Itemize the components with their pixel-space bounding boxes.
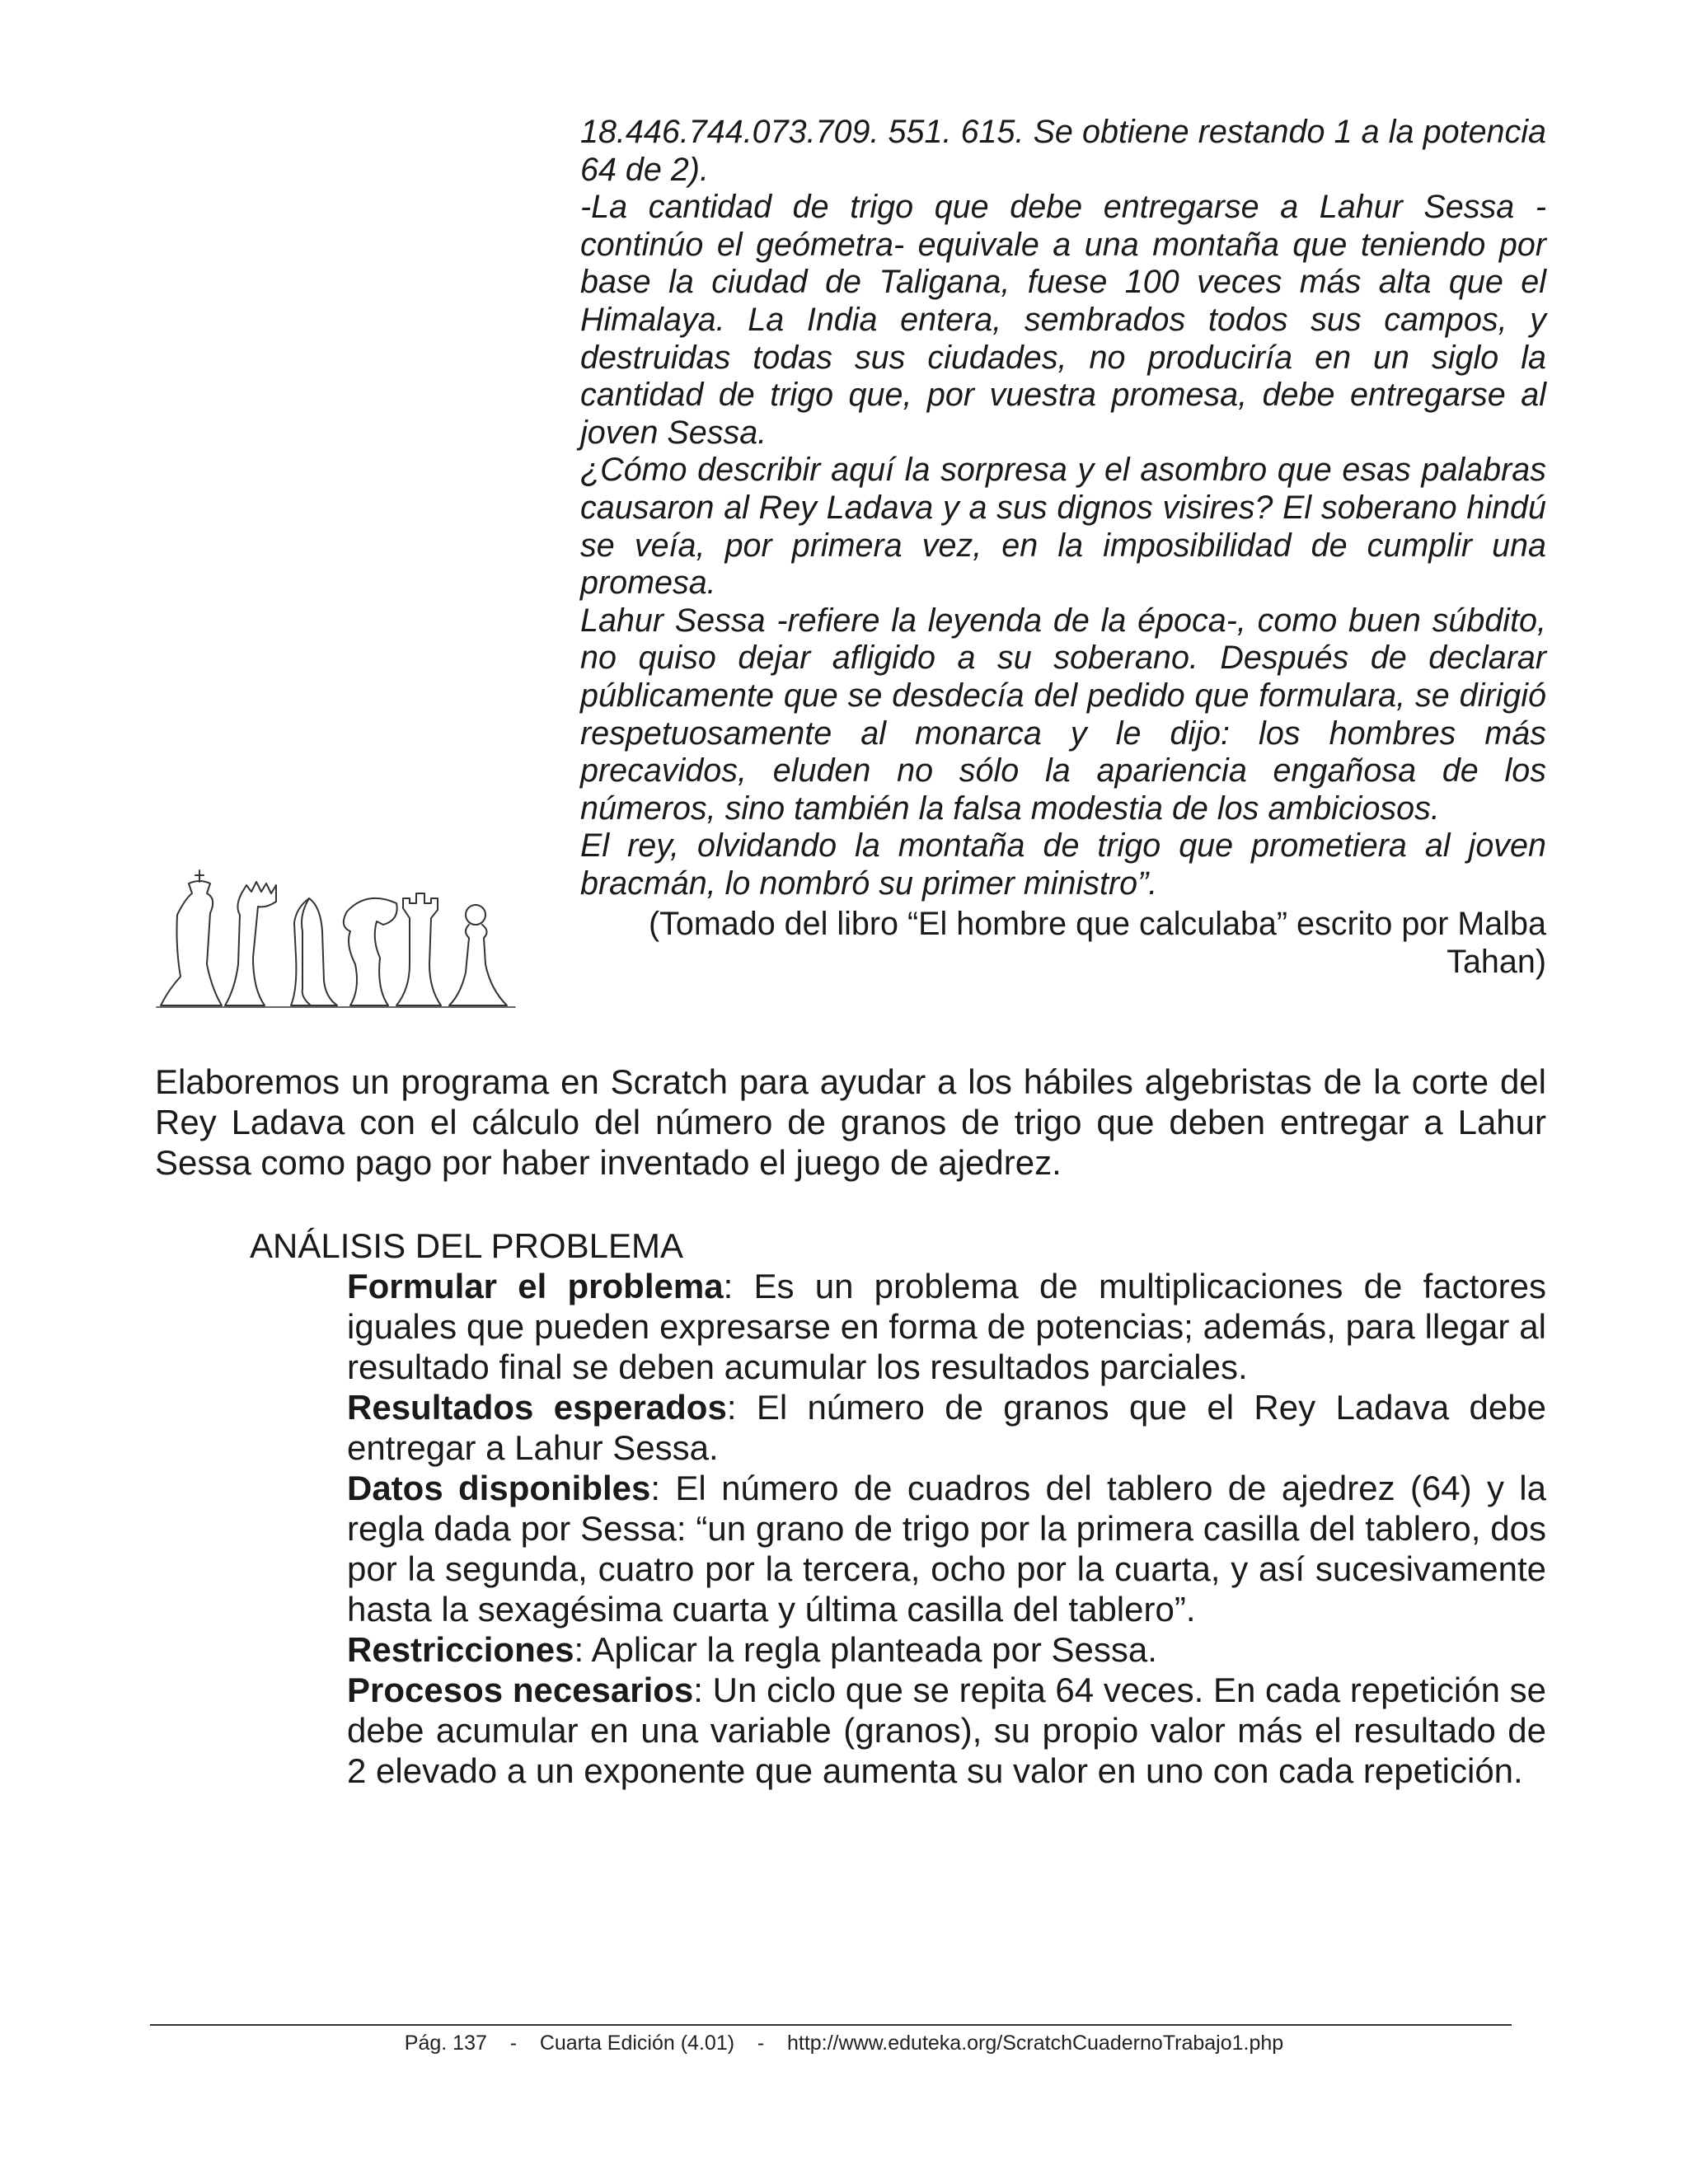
rook-icon <box>396 893 441 1005</box>
queen-icon <box>225 882 276 1005</box>
analysis-item-datos <box>347 1468 1546 1629</box>
analysis-item-formular <box>347 1266 1546 1387</box>
pawn-icon <box>449 905 507 1005</box>
quote-source: (Tomado del libro “El hombre que calculaba” escrito por Malba Tahan) <box>649 906 1546 980</box>
footer-page-number: Pág. 137 <box>404 2032 487 2055</box>
analysis-term: Resultados esperados <box>347 1388 727 1427</box>
analysis-text: : Un ciclo que se repita 64 veces. En cada repetición se debe acumular en una variable (granos), su propio valor más el resultado de 2 elevado a un exponente que aumenta su valor en uno con cada repetición. <box>347 1671 1547 1790</box>
chess-pieces-illustration <box>152 865 523 1014</box>
bishop-icon <box>291 898 337 1005</box>
analysis-item-resultados <box>347 1387 1546 1468</box>
footer-url-link[interactable]: http://www.eduteka.org/ScratchCuadernoTrabajo1.php <box>786 2032 1284 2055</box>
quote-paragraph-5: El rey, olvidando la montaña de trigo que prometiera al joven bracmán, lo nombró su primer ministro”. <box>580 827 1546 902</box>
analysis-text: : Es un problema de multiplicaciones de factores iguales que pueden expresarse en forma de potencias; además, para llegar al resultado final se deben acumular los resultados parciales. <box>347 1267 1546 1386</box>
analysis-term: Restricciones <box>347 1630 574 1669</box>
analysis-item-restricciones <box>347 1629 1546 1670</box>
knight-icon <box>344 898 397 1005</box>
footer-separator: - <box>509 2032 518 2055</box>
story-quote <box>580 114 1546 902</box>
quote-paragraph-1: 18.446.744.073.709. 551. 615. Se obtiene restando 1 a la potencia 64 de 2). <box>580 114 1546 188</box>
footer-separator: - <box>757 2032 765 2055</box>
footer-divider <box>150 2024 1512 2026</box>
analysis-term: Procesos necesarios <box>347 1671 694 1709</box>
analysis-text: : El número de granos que el Rey Ladava debe entregar a Lahur Sessa. <box>347 1388 1546 1467</box>
analysis-text: : El número de cuadros del tablero de ajedrez (64) y la regla dada por Sessa: “un grano de trigo por la primera casilla del tablero, dos por la segunda, cuatro por la tercera, ocho por la cuarta, y así sucesivamente hasta la sexagésima cuarta y última casilla del tablero”. <box>347 1469 1546 1629</box>
king-icon <box>161 870 222 1005</box>
footer-edition: Cuarta Edición (4.01) <box>539 2032 735 2055</box>
analysis-term: Formular el problema <box>347 1267 724 1305</box>
quote-paragraph-2: -La cantidad de trigo que debe entregarse a Lahur Sessa -continúo el geómetra- equivale a una montaña que teniendo por base la ciudad de Taligana, fuese 100 veces más alta que el Himalaya. La India entera, sembrados todos sus campos, y destruidas todas sus ciudades, no produciría en un siglo la cantidad de trigo que, por vuestra promesa, debe entregarse al joven Sessa. <box>580 189 1546 451</box>
analysis-list <box>347 1266 1546 1791</box>
page-footer <box>0 2031 1688 2055</box>
analysis-title: ANÁLISIS DEL PROBLEMA <box>250 1226 683 1265</box>
analysis-term: Datos disponibles <box>347 1469 651 1507</box>
analysis-item-procesos <box>347 1670 1546 1791</box>
quote-paragraph-3: ¿Cómo describir aquí la sorpresa y el asombro que esas palabras causaron al Rey Ladava y a sus dignos visires? El soberano hindú se veía, por primera vez, en la imposibilidad de cumplir una promesa. <box>580 452 1546 602</box>
analysis-text: : Aplicar la regla planteada por Sessa. <box>574 1630 1157 1669</box>
quote-paragraph-4: Lahur Sessa -refiere la leyenda de la época-, como buen súbdito, no quiso dejar afligido a su soberano. Después de declarar públicamente que se desdecía del pedido que formulara, se dirigió respetuosamente al monarca y le dijo: los hombres más precavidos, eluden no sólo la apariencia engañosa de los números, sino también la falsa modestia de los ambiciosos. <box>580 602 1546 827</box>
intro-paragraph: Elaboremos un programa en Scratch para ayudar a los hábiles algebristas de la corte del Rey Ladava con el cálculo del número de granos de trigo que deben entregar a Lahur Sessa como pago por haber inventado el juego de ajedrez. <box>155 1062 1546 1182</box>
